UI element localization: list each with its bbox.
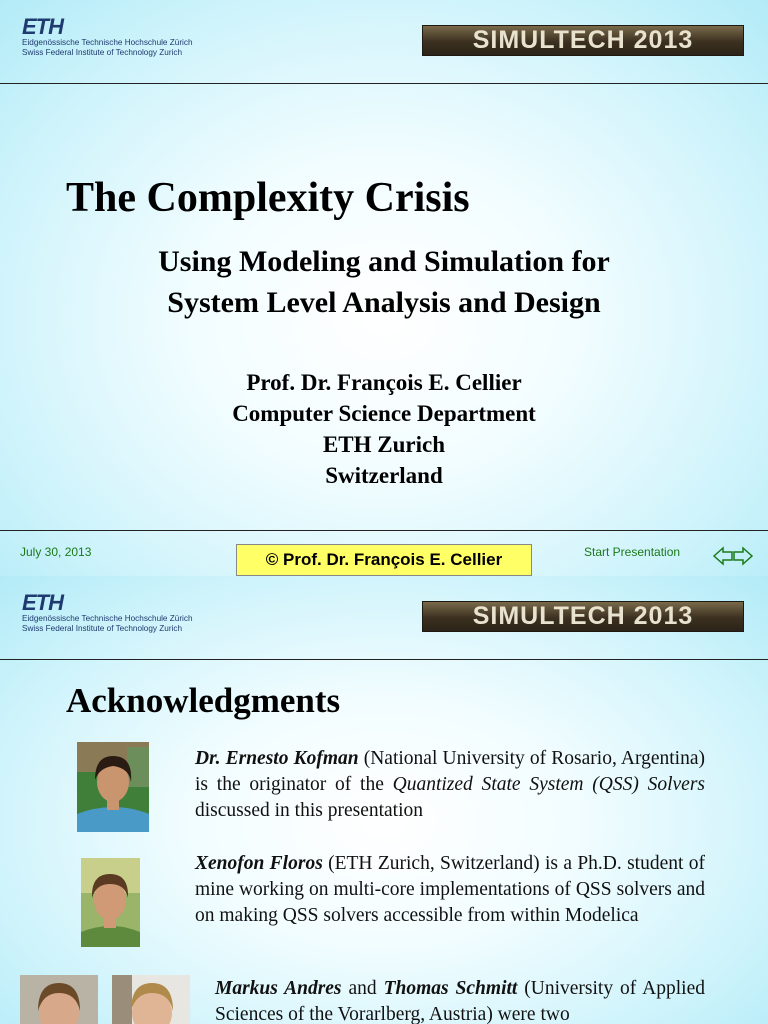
eth-logo-block: [22, 592, 193, 634]
photo-markus-andres: [20, 975, 98, 1024]
acknowledgment-entry: Markus Andres and Thomas Schmitt (University of Applied Sciences of the Vorarlberg, Austria) were two: [215, 978, 705, 1024]
acknowledgment-entry: Dr. Ernesto Kofman (National University of Rosario, Argentina) is the originator of the Quantized State System (QSS) Solvers discussed in this presentation: [195, 748, 705, 821]
nav-arrows: [713, 546, 753, 566]
photo-xenofon-floros: [81, 858, 140, 947]
person-name: Markus Andres: [215, 978, 342, 999]
author-name: Prof. Dr. François E. Cellier: [246, 370, 522, 395]
author-department: Computer Science Department: [232, 401, 536, 426]
photo-ernesto-kofman: [77, 742, 149, 832]
eth-name-english: Swiss Federal Institute of Technology Zurich: [22, 624, 183, 633]
start-presentation-link[interactable]: Start Presentation: [584, 545, 681, 559]
footer-date: July 30, 2013: [20, 545, 92, 559]
acknowledgment-entry: Xenofon Floros (ETH Zurich, Switzerland) is a Ph.D. student of mine working on multi-core implementations of QSS solvers and on making QSS solvers accessible from within Modelica: [195, 853, 705, 926]
author-institution: ETH Zurich: [322, 432, 446, 457]
photo-thomas-schmitt: [112, 975, 190, 1024]
person-name: Dr. Ernesto Kofman: [195, 748, 359, 769]
person-name: Thomas Schmitt: [383, 978, 518, 999]
qss-solvers-term: Quantized State System (QSS) Solvers: [392, 774, 705, 795]
slide-footer: [0, 530, 768, 576]
conference-logo: SIMULTECH 2013: [422, 601, 744, 632]
copyright-box: © Prof. Dr. François E. Cellier: [236, 544, 532, 576]
subtitle-line: Using Modeling and Simulation for: [158, 245, 610, 278]
next-arrow-icon[interactable]: [734, 548, 752, 564]
eth-logo-block: [22, 16, 193, 58]
slide-title: Acknowledgments: [66, 681, 341, 720]
person-name: Xenofon Floros: [195, 853, 323, 874]
eth-logo: ETH: [22, 14, 63, 39]
author-country: Switzerland: [325, 463, 443, 488]
eth-name-german: Eidgenössische Technische Hochschule Zürich: [22, 38, 193, 47]
eth-name-english: Swiss Federal Institute of Technology Zurich: [22, 48, 183, 57]
acknowledgments-slide: [0, 576, 768, 1024]
eth-name-german: Eidgenössische Technische Hochschule Zürich: [22, 614, 193, 623]
subtitle-line: System Level Analysis and Design: [167, 286, 601, 319]
slide-header: [0, 0, 768, 84]
conference-logo: SIMULTECH 2013: [422, 25, 744, 56]
slide-title: The Complexity Crisis: [66, 175, 470, 221]
prev-arrow-icon[interactable]: [714, 548, 732, 564]
eth-logo: ETH: [22, 590, 63, 615]
slide-header: [0, 576, 768, 660]
